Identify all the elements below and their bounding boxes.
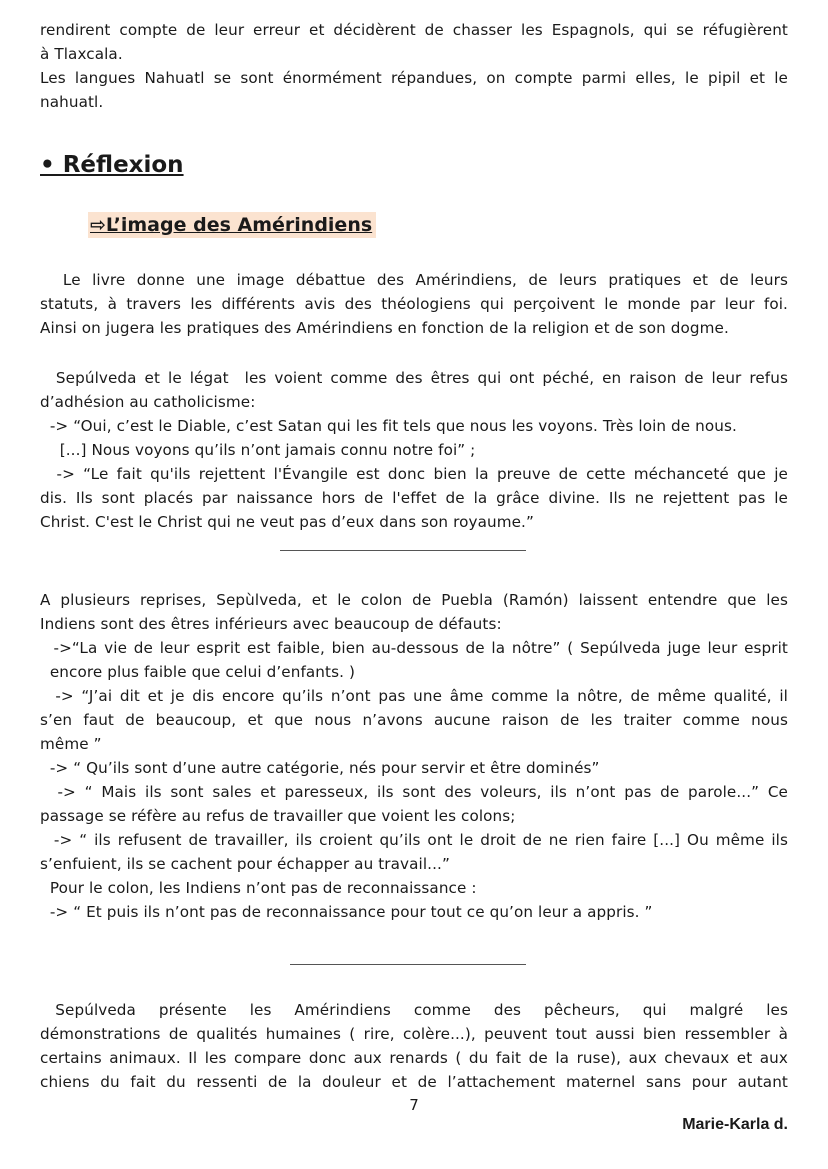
quote-line: -> “Le fait qu'ils rejettent l'Évangile est donc bien la preuve de cette méchanceté que je <box>40 465 788 483</box>
quote-line: ->“La vie de leur esprit est faible, bien au-dessous de la nôtre” ( Sepúlveda juge leur esprit <box>40 639 788 657</box>
text-line: Sepúlveda présente les Amérindiens comme des pêcheurs, qui malgré les <box>40 1001 788 1019</box>
paragraph-sepulveda-legat <box>40 366 788 534</box>
paragraph-intro-image <box>40 268 788 340</box>
quote-line: [...] Nous voyons qu’ils n’ont jamais connu notre foi” ; <box>40 441 476 459</box>
quote-line: encore plus faible que celui d’enfants. ) <box>40 663 355 681</box>
quote-line: -> “ ils refusent de travailler, ils croient qu’ils ont le droit de ne rien faire [...] Ou même ils <box>40 831 788 849</box>
quote-line: dis. Ils sont placés par naissance hors de l'effet de la grâce divine. Ils ne rejettent pas le <box>40 489 788 507</box>
text-line: Sepúlveda et le légat les voient comme des êtres qui ont péché, en raison de leur refus <box>40 369 788 387</box>
text-line: démonstrations de qualités humaines ( rire, colère...), peuvent tout aussi bien ressembler à <box>40 1025 788 1043</box>
text-line: d’adhésion au catholicisme: <box>40 393 256 411</box>
separator-line <box>280 550 526 551</box>
author-signature: Marie-Karla d. <box>682 1116 788 1133</box>
separator-line <box>290 964 526 965</box>
text-line: passage se réfère au refus de travailler que voient les colons; <box>40 807 516 825</box>
text-line: Les langues Nahuatl se sont énormément répandues, on compte parmi elles, le pipil et le <box>40 69 788 87</box>
text-line: à Tlaxcala. <box>40 45 123 63</box>
intro-paragraph <box>40 18 788 114</box>
text-line: nahuatl. <box>40 93 104 111</box>
text-line: Indiens sont des êtres inférieurs avec beaucoup de défauts: <box>40 615 502 633</box>
quote-line: Christ. C'est le Christ qui ne veut pas d’eux dans son royaume.” <box>40 513 534 531</box>
text-line: A plusieurs reprises, Sepùlveda, et le colon de Puebla (Ramón) laissent entendre que les <box>40 591 788 609</box>
text-line: rendirent compte de leur erreur et décidèrent de chasser les Espagnols, qui se réfugièrent <box>40 21 788 39</box>
page-number: 7 <box>409 1096 419 1114</box>
quote-line: -> “Oui, c’est le Diable, c’est Satan qui les fit tels que nous les voyons. Très loin de nous. <box>40 417 737 435</box>
subsection-heading: ⇨L’image des Amérindiens <box>88 212 376 238</box>
text-line: Ainsi on jugera les pratiques des Amérindiens en fonction de la religion et de son dogme. <box>40 319 729 337</box>
paragraph-animals <box>40 998 788 1094</box>
quote-line: -> “ Et puis ils n’ont pas de reconnaissance pour tout ce qu’on leur a appris. ” <box>40 903 653 921</box>
paragraph-inferiority <box>40 588 788 924</box>
text-line: statuts, à travers les différents avis des théologiens qui perçoivent le monde par leur foi. <box>40 295 788 313</box>
text-line: certains animaux. Il les compare donc aux renards ( du fait de la ruse), aux chevaux et aux <box>40 1049 788 1067</box>
quote-line: -> “J’ai dit et je dis encore qu’ils n’ont pas une âme comme la nôtre, de même qualité, il <box>40 687 788 705</box>
quote-line: s’en faut de beaucoup, et que nous n’avons aucune raison de les traiter comme nous <box>40 711 788 729</box>
text-line: Le livre donne une image débattue des Amérindiens, de leurs pratiques et de leurs <box>40 271 788 289</box>
text-line: Pour le colon, les Indiens n’ont pas de reconnaissance : <box>40 879 477 897</box>
quote-line: s’enfuient, ils se cachent pour échapper au travail...” <box>40 855 450 873</box>
quote-line: -> “ Qu’ils sont d’une autre catégorie, nés pour servir et être dominés” <box>40 759 600 777</box>
text-line: chiens du fait du ressenti de la douleur et de l’attachement maternel sans pour autant <box>40 1073 788 1091</box>
section-heading: • Réflexion <box>40 152 184 178</box>
quote-line: même ” <box>40 735 102 753</box>
quote-line: -> “ Mais ils sont sales et paresseux, ils sont des voleurs, ils n’ont pas de parole...” Ce <box>40 783 788 801</box>
